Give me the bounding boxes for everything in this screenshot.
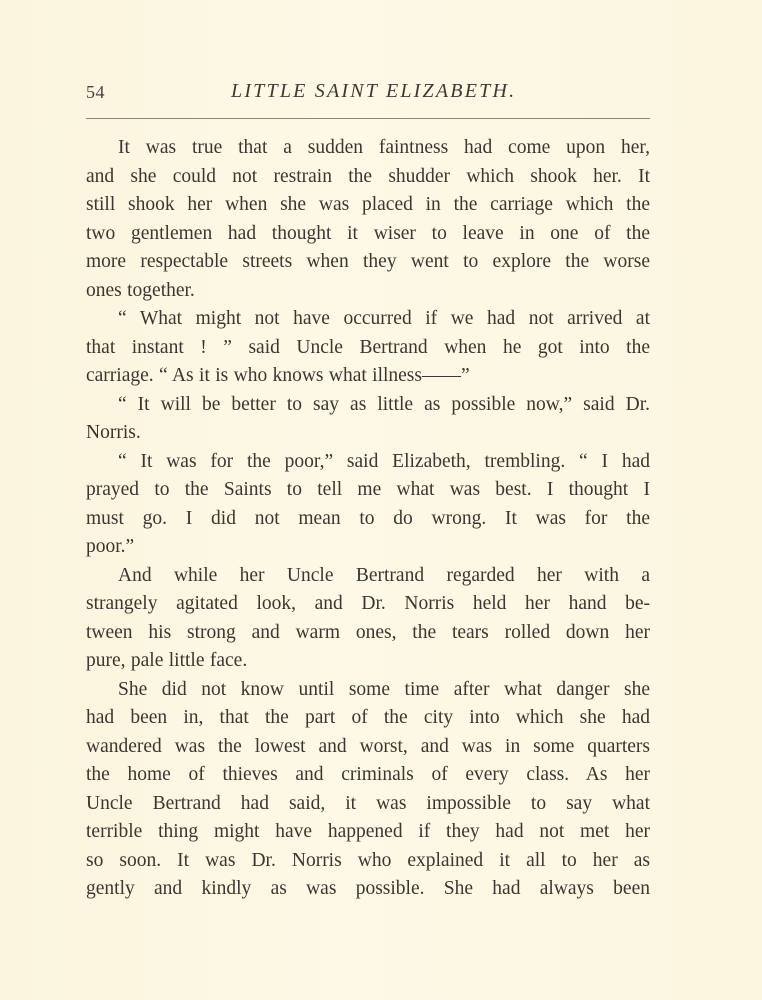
text-line: Uncle Bertrand had said, it was impossible to say what (86, 792, 650, 814)
text-line: that instant ! ” said Uncle Bertrand when he got into the (86, 336, 650, 358)
text-line: poor.” (86, 536, 135, 557)
text-line: two gentlemen had thought it wiser to leave in one of the (86, 222, 650, 244)
text-line: prayed to the Saints to tell me what was best. I thought I (86, 479, 650, 500)
text-line: so soon. It was Dr. Norris who explained it all to her as (86, 849, 650, 871)
text-line: the home of thieves and criminals of every class. As her (86, 764, 650, 785)
text-line: wandered was the lowest and worst, and was in some quarters (86, 735, 650, 757)
header-rule (86, 118, 650, 119)
text-line: ones together. (86, 279, 195, 301)
text-line: terrible thing might have happened if they had not met her (86, 821, 650, 842)
text-line: tween his strong and warm ones, the tears rolled down her (86, 621, 650, 643)
text-line: And while her Uncle Bertrand regarded her with a (118, 564, 650, 586)
text-line: strangely agitated look, and Dr. Norris held her hand be- (86, 593, 650, 614)
body-text (86, 134, 650, 904)
text-line: gently and kindly as was possible. She had always been (86, 878, 650, 899)
text-line: still shook her when she was placed in the carriage which the (86, 194, 650, 215)
running-head-title: LITTLE SAINT ELIZABETH. (231, 80, 517, 102)
text-line: more respectable streets when they went to explore the worse (86, 251, 650, 272)
text-line: pure, pale little face. (86, 650, 248, 671)
text-line: had been in, that the part of the city into which she had (86, 707, 650, 728)
text-line: She did not know until some time after what danger she (118, 678, 650, 700)
text-line: “ It was for the poor,” said Elizabeth, trembling. “ I had (118, 450, 650, 472)
text-line: and she could not restrain the shudder which shook her. It (86, 165, 650, 187)
text-line: “ What might not have occurred if we had not arrived at (118, 308, 650, 329)
page-header (86, 78, 651, 118)
text-line: Norris. (86, 422, 141, 443)
text-line: “ It will be better to say as little as possible now,” said Dr. (118, 393, 650, 415)
text-line: carriage. “ As it is who knows what illness——” (86, 365, 470, 386)
text-line: must go. I did not mean to do wrong. It was for the (86, 507, 650, 529)
text-line: It was true that a sudden faintness had come upon her, (118, 137, 650, 158)
page-number: 54 (86, 82, 105, 102)
